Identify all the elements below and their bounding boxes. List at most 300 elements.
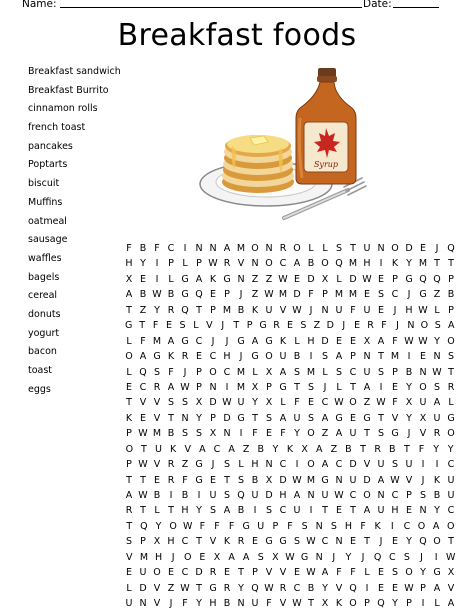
- grid-letter[interactable]: W: [285, 551, 295, 563]
- grid-letter[interactable]: T: [126, 520, 133, 532]
- grid-letter[interactable]: E: [125, 381, 132, 393]
- grid-letter[interactable]: O: [125, 351, 133, 363]
- grid-letter[interactable]: B: [293, 351, 301, 363]
- grid-letter[interactable]: J: [361, 551, 365, 563]
- grid-letter[interactable]: B: [237, 304, 245, 316]
- grid-letter[interactable]: T: [448, 536, 454, 548]
- grid-letter[interactable]: Q: [181, 304, 189, 316]
- grid-letter[interactable]: Z: [363, 397, 371, 409]
- grid-letter[interactable]: W: [138, 428, 148, 440]
- grid-letter[interactable]: V: [363, 459, 371, 471]
- grid-letter[interactable]: D: [195, 567, 203, 579]
- grid-letter[interactable]: Y: [406, 258, 412, 270]
- grid-letter[interactable]: A: [195, 273, 203, 285]
- grid-letter[interactable]: A: [167, 381, 175, 393]
- grid-letter[interactable]: L: [154, 505, 160, 517]
- grid-letter[interactable]: G: [265, 335, 273, 347]
- grid-letter[interactable]: D: [223, 412, 231, 424]
- grid-letter[interactable]: J: [239, 351, 243, 363]
- grid-letter[interactable]: N: [209, 243, 217, 254]
- grid-letter[interactable]: K: [286, 443, 294, 455]
- grid-letter[interactable]: S: [181, 428, 189, 440]
- grid-letter[interactable]: N: [315, 520, 323, 532]
- grid-letter[interactable]: S: [391, 459, 399, 471]
- grid-letter[interactable]: T: [350, 243, 356, 254]
- grid-letter[interactable]: V: [153, 582, 161, 594]
- grid-letter[interactable]: K: [279, 335, 287, 347]
- grid-letter[interactable]: T: [294, 381, 300, 393]
- grid-letter[interactable]: M: [152, 428, 162, 440]
- grid-letter[interactable]: S: [335, 366, 343, 378]
- grid-letter[interactable]: U: [447, 490, 455, 501]
- grid-letter[interactable]: Z: [265, 273, 273, 285]
- grid-letter[interactable]: W: [334, 490, 344, 501]
- grid-letter[interactable]: Z: [251, 273, 259, 285]
- grid-letter[interactable]: H: [181, 505, 189, 517]
- grid-letter[interactable]: A: [139, 351, 147, 363]
- grid-letter[interactable]: L: [434, 304, 440, 316]
- grid-letter[interactable]: E: [363, 289, 370, 301]
- grid-letter[interactable]: U: [279, 351, 287, 363]
- grid-letter[interactable]: J: [396, 320, 399, 332]
- grid-letter[interactable]: K: [374, 520, 381, 532]
- grid-letter[interactable]: I: [435, 459, 439, 471]
- grid-letter[interactable]: V: [126, 551, 133, 563]
- grid-letter[interactable]: R: [273, 320, 280, 332]
- grid-letter[interactable]: R: [367, 320, 374, 332]
- grid-letter[interactable]: J: [435, 243, 439, 254]
- grid-letter[interactable]: T: [126, 397, 132, 409]
- grid-letter[interactable]: X: [265, 397, 273, 409]
- grid-letter[interactable]: Z: [433, 289, 441, 301]
- grid-letter[interactable]: A: [321, 567, 329, 579]
- grid-letter[interactable]: T: [448, 366, 454, 378]
- grid-letter[interactable]: F: [392, 397, 398, 409]
- grid-letter[interactable]: S: [391, 567, 399, 579]
- grid-letter[interactable]: E: [419, 243, 426, 254]
- grid-letter[interactable]: O: [265, 351, 273, 363]
- grid-letter[interactable]: G: [447, 412, 455, 424]
- grid-letter[interactable]: S: [447, 351, 455, 363]
- grid-letter[interactable]: C: [279, 505, 287, 517]
- grid-letter[interactable]: B: [153, 490, 161, 501]
- grid-letter[interactable]: F: [140, 335, 146, 347]
- grid-letter[interactable]: X: [447, 567, 455, 579]
- grid-letter[interactable]: G: [181, 335, 189, 347]
- grid-letter[interactable]: F: [350, 567, 356, 579]
- grid-letter[interactable]: N: [377, 490, 385, 501]
- grid-letter[interactable]: D: [363, 474, 371, 486]
- grid-letter[interactable]: A: [335, 428, 343, 440]
- grid-letter[interactable]: R: [167, 304, 175, 316]
- grid-letter[interactable]: B: [307, 582, 315, 594]
- grid-letter[interactable]: Z: [313, 320, 321, 332]
- grid-letter[interactable]: V: [447, 582, 455, 594]
- grid-letter[interactable]: N: [335, 474, 343, 486]
- grid-letter[interactable]: D: [265, 490, 273, 501]
- grid-letter[interactable]: J: [239, 289, 243, 301]
- grid-letter[interactable]: N: [377, 243, 385, 254]
- grid-letter[interactable]: E: [251, 536, 258, 548]
- grid-letter[interactable]: B: [389, 443, 396, 455]
- grid-letter[interactable]: J: [379, 536, 383, 548]
- grid-letter[interactable]: M: [236, 381, 246, 393]
- grid-letter[interactable]: S: [209, 505, 217, 517]
- grid-letter[interactable]: M: [306, 474, 316, 486]
- grid-letter[interactable]: A: [315, 443, 323, 455]
- grid-letter[interactable]: E: [391, 536, 398, 548]
- grid-letter[interactable]: E: [223, 567, 230, 579]
- grid-letter[interactable]: S: [293, 366, 301, 378]
- grid-letter[interactable]: I: [379, 258, 383, 270]
- grid-letter[interactable]: A: [279, 412, 287, 424]
- grid-letter[interactable]: I: [421, 598, 425, 610]
- grid-letter[interactable]: K: [223, 536, 231, 548]
- grid-letter[interactable]: C: [195, 335, 203, 347]
- grid-letter[interactable]: P: [252, 567, 258, 579]
- grid-letter[interactable]: I: [239, 428, 243, 440]
- grid-letter[interactable]: E: [391, 582, 398, 594]
- grid-letter[interactable]: H: [344, 520, 353, 532]
- grid-letter[interactable]: W: [390, 474, 400, 486]
- grid-letter[interactable]: M: [348, 289, 358, 301]
- grid-letter[interactable]: G: [405, 273, 413, 285]
- grid-letter[interactable]: E: [293, 567, 300, 579]
- grid-letter[interactable]: E: [265, 428, 272, 440]
- grid-letter[interactable]: F: [214, 520, 220, 532]
- grid-letter[interactable]: W: [278, 273, 288, 285]
- grid-letter[interactable]: U: [139, 567, 147, 579]
- grid-letter[interactable]: Y: [406, 381, 412, 393]
- grid-letter[interactable]: E: [377, 582, 384, 594]
- grid-letter[interactable]: E: [377, 273, 384, 285]
- grid-letter[interactable]: U: [237, 397, 245, 409]
- grid-letter[interactable]: E: [377, 567, 384, 579]
- grid-letter[interactable]: E: [209, 289, 216, 301]
- grid-letter[interactable]: A: [251, 335, 259, 347]
- grid-letter[interactable]: Y: [196, 505, 202, 517]
- grid-letter[interactable]: C: [447, 505, 455, 517]
- grid-letter[interactable]: A: [125, 490, 133, 501]
- grid-letter[interactable]: L: [280, 397, 286, 409]
- grid-letter[interactable]: Q: [419, 536, 427, 548]
- grid-letter[interactable]: T: [308, 598, 314, 610]
- grid-letter[interactable]: J: [309, 304, 313, 316]
- grid-letter[interactable]: G: [195, 474, 203, 486]
- grid-letter[interactable]: M: [348, 258, 358, 270]
- grid-letter[interactable]: F: [381, 320, 387, 332]
- grid-letter[interactable]: O: [321, 258, 329, 270]
- grid-letter[interactable]: L: [126, 335, 132, 347]
- grid-letter[interactable]: W: [292, 304, 302, 316]
- grid-letter[interactable]: E: [166, 320, 173, 332]
- grid-letter[interactable]: O: [391, 243, 399, 254]
- grid-letter[interactable]: N: [419, 366, 427, 378]
- grid-letter[interactable]: W: [432, 366, 442, 378]
- grid-letter[interactable]: C: [349, 490, 357, 501]
- grid-letter[interactable]: G: [223, 273, 231, 285]
- grid-letter[interactable]: E: [286, 320, 293, 332]
- grid-letter[interactable]: U: [405, 459, 413, 471]
- grid-letter[interactable]: U: [363, 366, 371, 378]
- grid-letter[interactable]: C: [139, 381, 147, 393]
- grid-letter[interactable]: U: [363, 304, 371, 316]
- grid-letter[interactable]: T: [126, 304, 132, 316]
- grid-letter[interactable]: N: [315, 551, 323, 563]
- grid-letter[interactable]: Q: [349, 582, 357, 594]
- grid-letter[interactable]: W: [306, 536, 316, 548]
- grid-letter[interactable]: Y: [196, 598, 202, 610]
- grid-letter[interactable]: T: [403, 443, 410, 455]
- grid-letter[interactable]: N: [223, 428, 231, 440]
- grid-letter[interactable]: Y: [434, 335, 440, 347]
- grid-letter[interactable]: I: [309, 505, 313, 517]
- grid-letter[interactable]: G: [300, 551, 309, 563]
- grid-letter[interactable]: O: [209, 366, 217, 378]
- grid-letter[interactable]: A: [293, 490, 301, 501]
- grid-letter[interactable]: R: [167, 474, 175, 486]
- grid-letter[interactable]: P: [246, 320, 253, 332]
- grid-letter[interactable]: B: [139, 243, 147, 254]
- grid-letter[interactable]: V: [391, 412, 399, 424]
- grid-letter[interactable]: C: [391, 289, 399, 301]
- grid-letter[interactable]: Q: [251, 582, 259, 594]
- grid-letter[interactable]: U: [377, 459, 385, 471]
- grid-letter[interactable]: M: [334, 289, 344, 301]
- grid-letter[interactable]: E: [354, 320, 361, 332]
- grid-letter[interactable]: G: [279, 381, 287, 393]
- grid-letter[interactable]: T: [140, 505, 146, 517]
- grid-letter[interactable]: F: [280, 428, 286, 440]
- grid-letter[interactable]: G: [251, 351, 259, 363]
- grid-letter[interactable]: M: [418, 258, 428, 270]
- grid-letter[interactable]: E: [153, 474, 160, 486]
- grid-letter[interactable]: F: [252, 428, 258, 440]
- grid-letter[interactable]: O: [446, 520, 455, 532]
- grid-letter[interactable]: V: [153, 397, 161, 409]
- grid-letter[interactable]: A: [447, 598, 455, 610]
- grid-letter[interactable]: U: [349, 474, 357, 486]
- grid-letter[interactable]: N: [363, 351, 371, 363]
- grid-letter[interactable]: O: [447, 335, 455, 347]
- grid-letter[interactable]: J: [323, 381, 327, 393]
- grid-letter[interactable]: L: [434, 598, 440, 610]
- grid-letter[interactable]: X: [321, 598, 329, 610]
- grid-letter[interactable]: P: [448, 304, 454, 316]
- grid-letter[interactable]: U: [251, 598, 259, 610]
- grid-letter[interactable]: B: [257, 443, 265, 455]
- grid-letter[interactable]: Y: [392, 598, 398, 610]
- grid-letter[interactable]: D: [307, 273, 315, 285]
- grid-letter[interactable]: U: [363, 243, 371, 254]
- grid-letter[interactable]: M: [236, 243, 246, 254]
- grid-letter[interactable]: X: [251, 381, 259, 393]
- grid-letter[interactable]: T: [448, 258, 454, 270]
- grid-letter[interactable]: H: [223, 351, 231, 363]
- grid-letter[interactable]: T: [360, 443, 366, 455]
- grid-letter[interactable]: B: [433, 490, 441, 501]
- grid-letter[interactable]: C: [279, 258, 287, 270]
- grid-letter[interactable]: M: [236, 366, 246, 378]
- grid-letter[interactable]: U: [251, 490, 259, 501]
- grid-letter[interactable]: Y: [154, 304, 160, 316]
- grid-letter[interactable]: Z: [330, 443, 338, 455]
- grid-letter[interactable]: B: [345, 443, 352, 455]
- grid-letter[interactable]: G: [237, 412, 245, 424]
- grid-letter[interactable]: Q: [237, 490, 245, 501]
- grid-letter[interactable]: N: [335, 536, 343, 548]
- grid-letter[interactable]: T: [126, 474, 132, 486]
- grid-letter[interactable]: A: [363, 381, 371, 393]
- grid-letter[interactable]: U: [209, 490, 217, 501]
- grid-letter[interactable]: L: [322, 243, 328, 254]
- grid-letter[interactable]: G: [153, 351, 161, 363]
- grid-letter[interactable]: I: [390, 520, 394, 532]
- grid-letter[interactable]: R: [167, 459, 175, 471]
- grid-letter[interactable]: N: [139, 598, 147, 610]
- grid-letter[interactable]: A: [242, 551, 250, 563]
- grid-letter[interactable]: E: [349, 536, 356, 548]
- grid-letter[interactable]: R: [223, 258, 231, 270]
- grid-letter[interactable]: B: [223, 598, 231, 610]
- grid-letter[interactable]: Y: [155, 520, 162, 532]
- grid-letter[interactable]: C: [167, 243, 175, 254]
- grid-letter[interactable]: H: [279, 490, 287, 501]
- grid-letter[interactable]: S: [330, 520, 337, 532]
- grid-letter[interactable]: G: [363, 412, 371, 424]
- grid-letter[interactable]: L: [336, 381, 342, 393]
- grid-letter[interactable]: I: [421, 459, 425, 471]
- grid-letter[interactable]: G: [433, 567, 441, 579]
- grid-letter[interactable]: E: [335, 335, 342, 347]
- grid-letter[interactable]: T: [141, 443, 147, 455]
- grid-letter[interactable]: Q: [335, 258, 343, 270]
- grid-letter[interactable]: I: [365, 582, 369, 594]
- grid-letter[interactable]: Y: [140, 258, 146, 270]
- grid-letter[interactable]: U: [419, 397, 427, 409]
- grid-letter[interactable]: W: [418, 335, 428, 347]
- grid-letter[interactable]: S: [300, 320, 307, 332]
- grid-letter[interactable]: Z: [242, 443, 250, 455]
- grid-letter[interactable]: Y: [406, 412, 412, 424]
- grid-letter[interactable]: L: [126, 366, 132, 378]
- grid-letter[interactable]: G: [335, 412, 343, 424]
- grid-letter[interactable]: F: [360, 520, 366, 532]
- grid-letter[interactable]: Y: [294, 428, 300, 440]
- grid-letter[interactable]: S: [153, 366, 161, 378]
- grid-letter[interactable]: U: [293, 505, 301, 517]
- grid-letter[interactable]: X: [321, 273, 329, 285]
- grid-letter[interactable]: P: [210, 412, 216, 424]
- grid-letter[interactable]: M: [390, 351, 400, 363]
- grid-letter[interactable]: Q: [377, 598, 385, 610]
- grid-letter[interactable]: I: [253, 505, 257, 517]
- grid-letter[interactable]: P: [168, 258, 174, 270]
- grid-letter[interactable]: Z: [321, 428, 329, 440]
- grid-letter[interactable]: P: [322, 289, 328, 301]
- grid-letter[interactable]: V: [139, 397, 147, 409]
- grid-letter[interactable]: S: [223, 490, 231, 501]
- grid-letter[interactable]: R: [447, 381, 455, 393]
- grid-letter[interactable]: J: [211, 459, 215, 471]
- grid-letter[interactable]: T: [139, 320, 146, 332]
- grid-letter[interactable]: W: [376, 397, 386, 409]
- grid-letter[interactable]: B: [447, 289, 455, 301]
- grid-letter[interactable]: C: [181, 567, 189, 579]
- grid-letter[interactable]: T: [364, 536, 370, 548]
- grid-letter[interactable]: A: [335, 351, 343, 363]
- grid-letter[interactable]: C: [213, 443, 221, 455]
- grid-letter[interactable]: K: [335, 598, 343, 610]
- grid-letter[interactable]: A: [228, 551, 235, 563]
- grid-letter[interactable]: H: [363, 258, 371, 270]
- grid-letter[interactable]: V: [209, 536, 217, 548]
- grid-letter[interactable]: E: [405, 505, 412, 517]
- grid-letter[interactable]: O: [349, 397, 357, 409]
- grid-letter[interactable]: W: [138, 459, 148, 471]
- grid-letter[interactable]: N: [265, 243, 273, 254]
- grid-letter[interactable]: C: [223, 366, 231, 378]
- grid-letter[interactable]: V: [265, 567, 273, 579]
- grid-letter[interactable]: I: [309, 351, 313, 363]
- grid-letter[interactable]: S: [434, 320, 441, 332]
- grid-letter[interactable]: W: [362, 273, 372, 285]
- grid-letter[interactable]: F: [336, 567, 342, 579]
- grid-letter[interactable]: U: [447, 474, 455, 486]
- grid-letter[interactable]: F: [350, 304, 356, 316]
- grid-letter[interactable]: D: [326, 320, 334, 332]
- grid-letter[interactable]: R: [279, 243, 287, 254]
- grid-letter[interactable]: E: [139, 273, 146, 285]
- grid-letter[interactable]: S: [167, 397, 175, 409]
- grid-letter[interactable]: D: [349, 459, 357, 471]
- grid-letter[interactable]: U: [293, 412, 301, 424]
- grid-letter[interactable]: U: [155, 443, 162, 455]
- grid-letter[interactable]: R: [153, 381, 161, 393]
- grid-letter[interactable]: A: [321, 412, 329, 424]
- grid-letter[interactable]: S: [223, 459, 231, 471]
- grid-letter[interactable]: I: [434, 551, 438, 563]
- grid-letter[interactable]: A: [293, 258, 301, 270]
- grid-letter[interactable]: X: [405, 397, 413, 409]
- grid-letter[interactable]: E: [199, 551, 206, 563]
- grid-letter[interactable]: E: [335, 505, 342, 517]
- grid-letter[interactable]: V: [279, 598, 287, 610]
- grid-letter[interactable]: S: [265, 505, 273, 517]
- grid-letter[interactable]: X: [301, 443, 308, 455]
- grid-letter[interactable]: Q: [140, 520, 148, 532]
- grid-letter[interactable]: C: [279, 459, 287, 471]
- grid-letter[interactable]: Y: [345, 551, 352, 563]
- grid-letter[interactable]: C: [403, 520, 411, 532]
- grid-letter[interactable]: Q: [195, 289, 203, 301]
- grid-letter[interactable]: O: [417, 520, 426, 532]
- grid-letter[interactable]: H: [125, 258, 133, 270]
- grid-letter[interactable]: P: [224, 289, 230, 301]
- grid-letter[interactable]: F: [287, 520, 293, 532]
- grid-letter[interactable]: X: [265, 366, 273, 378]
- grid-letter[interactable]: S: [125, 536, 133, 548]
- grid-letter[interactable]: Y: [322, 582, 328, 594]
- grid-letter[interactable]: Y: [406, 536, 412, 548]
- grid-letter[interactable]: S: [321, 351, 329, 363]
- grid-letter[interactable]: T: [238, 567, 244, 579]
- grid-letter[interactable]: F: [392, 335, 398, 347]
- grid-letter[interactable]: L: [126, 582, 132, 594]
- grid-letter[interactable]: E: [391, 381, 398, 393]
- grid-letter[interactable]: C: [388, 551, 396, 563]
- grid-letter[interactable]: A: [199, 443, 206, 455]
